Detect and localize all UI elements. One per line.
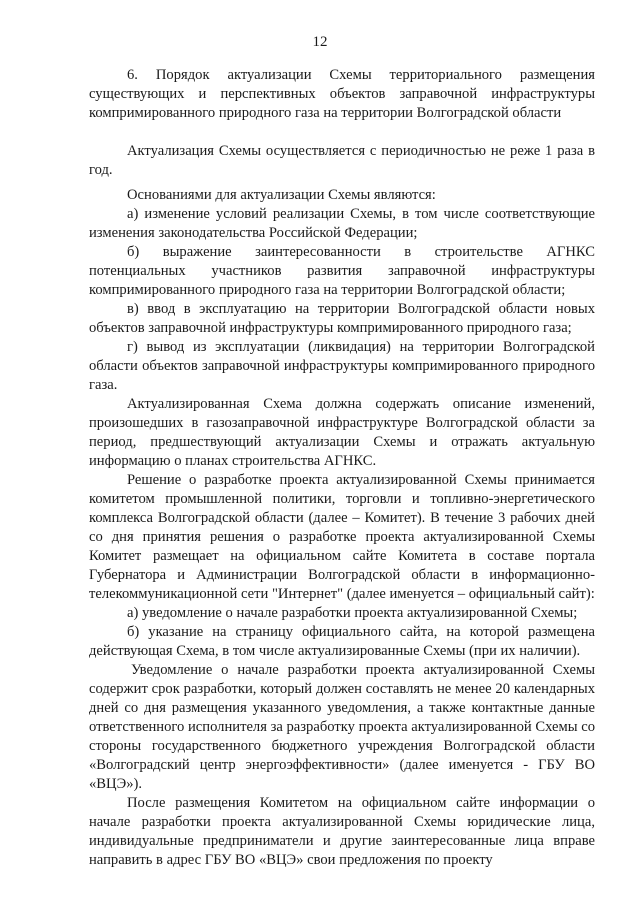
paragraph-proposals: После размещения Комитетом на официальном сайте информации о начале разработки проекта актуализированной Схемы юридические лица, индивидуальные предприниматели и другие заинтересованные лица вправе направить в адрес ГБУ ВО «ВЦЭ» свои предложения по проекту [89, 795, 595, 868]
paragraph-grounds-intro: Основаниями для актуализации Схемы являются: [127, 187, 436, 203]
paragraph-item-a: а) уведомление о начале разработки проекта актуализированной Схемы; [127, 605, 578, 621]
section-heading: 6. Порядок актуализации Схемы территориального размещения существующих и перспективных объектов заправочной инфраструктуры компримированного природного газа на территории Волгоградской области [89, 67, 595, 121]
paragraph-notification: Уведомление о начале разработки проекта актуализированной Схемы содержит срок разработки, который должен составлять не менее 20 календарных дней со дня размещения указанного уведомления, а также контактные данные ответственного исполнителя за разработку проекта актуализированной Схемы со стороны государственного бюджетного учреждения Волгоградской области «Волгоградский центр энергоэффективности» (далее именуется - ГБУ ВО «ВЦЭ»). [89, 662, 595, 792]
paragraph-decision: Решение о разработке проекта актуализированной Схемы принимается комитетом промышленной политики, торговли и топливно-энергетического комплекса Волгоградской области (далее – Комитет). В течение 3 рабочих дней со дня принятия решения о разработке проекта актуализированной Схемы Комитет размещает на официальном сайте Комитета в составе портала Губернатора и Администрации Волгоградской области в информационно-телекоммуникационной сети "Интернет" (далее именуется – официальный сайт): [89, 472, 595, 602]
paragraph-ground-b: б) выражение заинтересованности в строительстве АГНКС потенциальных участников развития заправочной инфраструктуры компримированного природного газа на территории Волгоградской области; [89, 244, 595, 298]
page-number: 12 [312, 34, 328, 50]
paragraph-ground-g: г) вывод из эксплуатации (ликвидация) на территории Волгоградской области объектов заправочной инфраструктуры компримированного природного газа. [89, 339, 595, 393]
paragraph-item-b: б) указание на страницу официального сайта, на которой размещена действующая Схема, в том числе актуализированные Схемы (при их наличии). [89, 624, 595, 659]
paragraph-frequency: Актуализация Схемы осуществляется с периодичностью не реже 1 раза в год. [89, 143, 595, 178]
paragraph-ground-v: в) ввод в эксплуатацию на территории Волгоградской области новых объектов заправочной инфраструктуры компримированного природного газа; [89, 301, 595, 336]
paragraph-ground-a: а) изменение условий реализации Схемы, в том числе соответствующие изменения законодательства Российской Федерации; [89, 206, 595, 241]
document-body [89, 66, 595, 870]
paragraph-updated-content: Актуализированная Схема должна содержать описание изменений, произошедших в газозаправочной инфраструктуре Волгоградской области за период, предшествующий актуализации Схемы и отражать актуальную информацию о планах строительства АГНКС. [89, 396, 595, 469]
